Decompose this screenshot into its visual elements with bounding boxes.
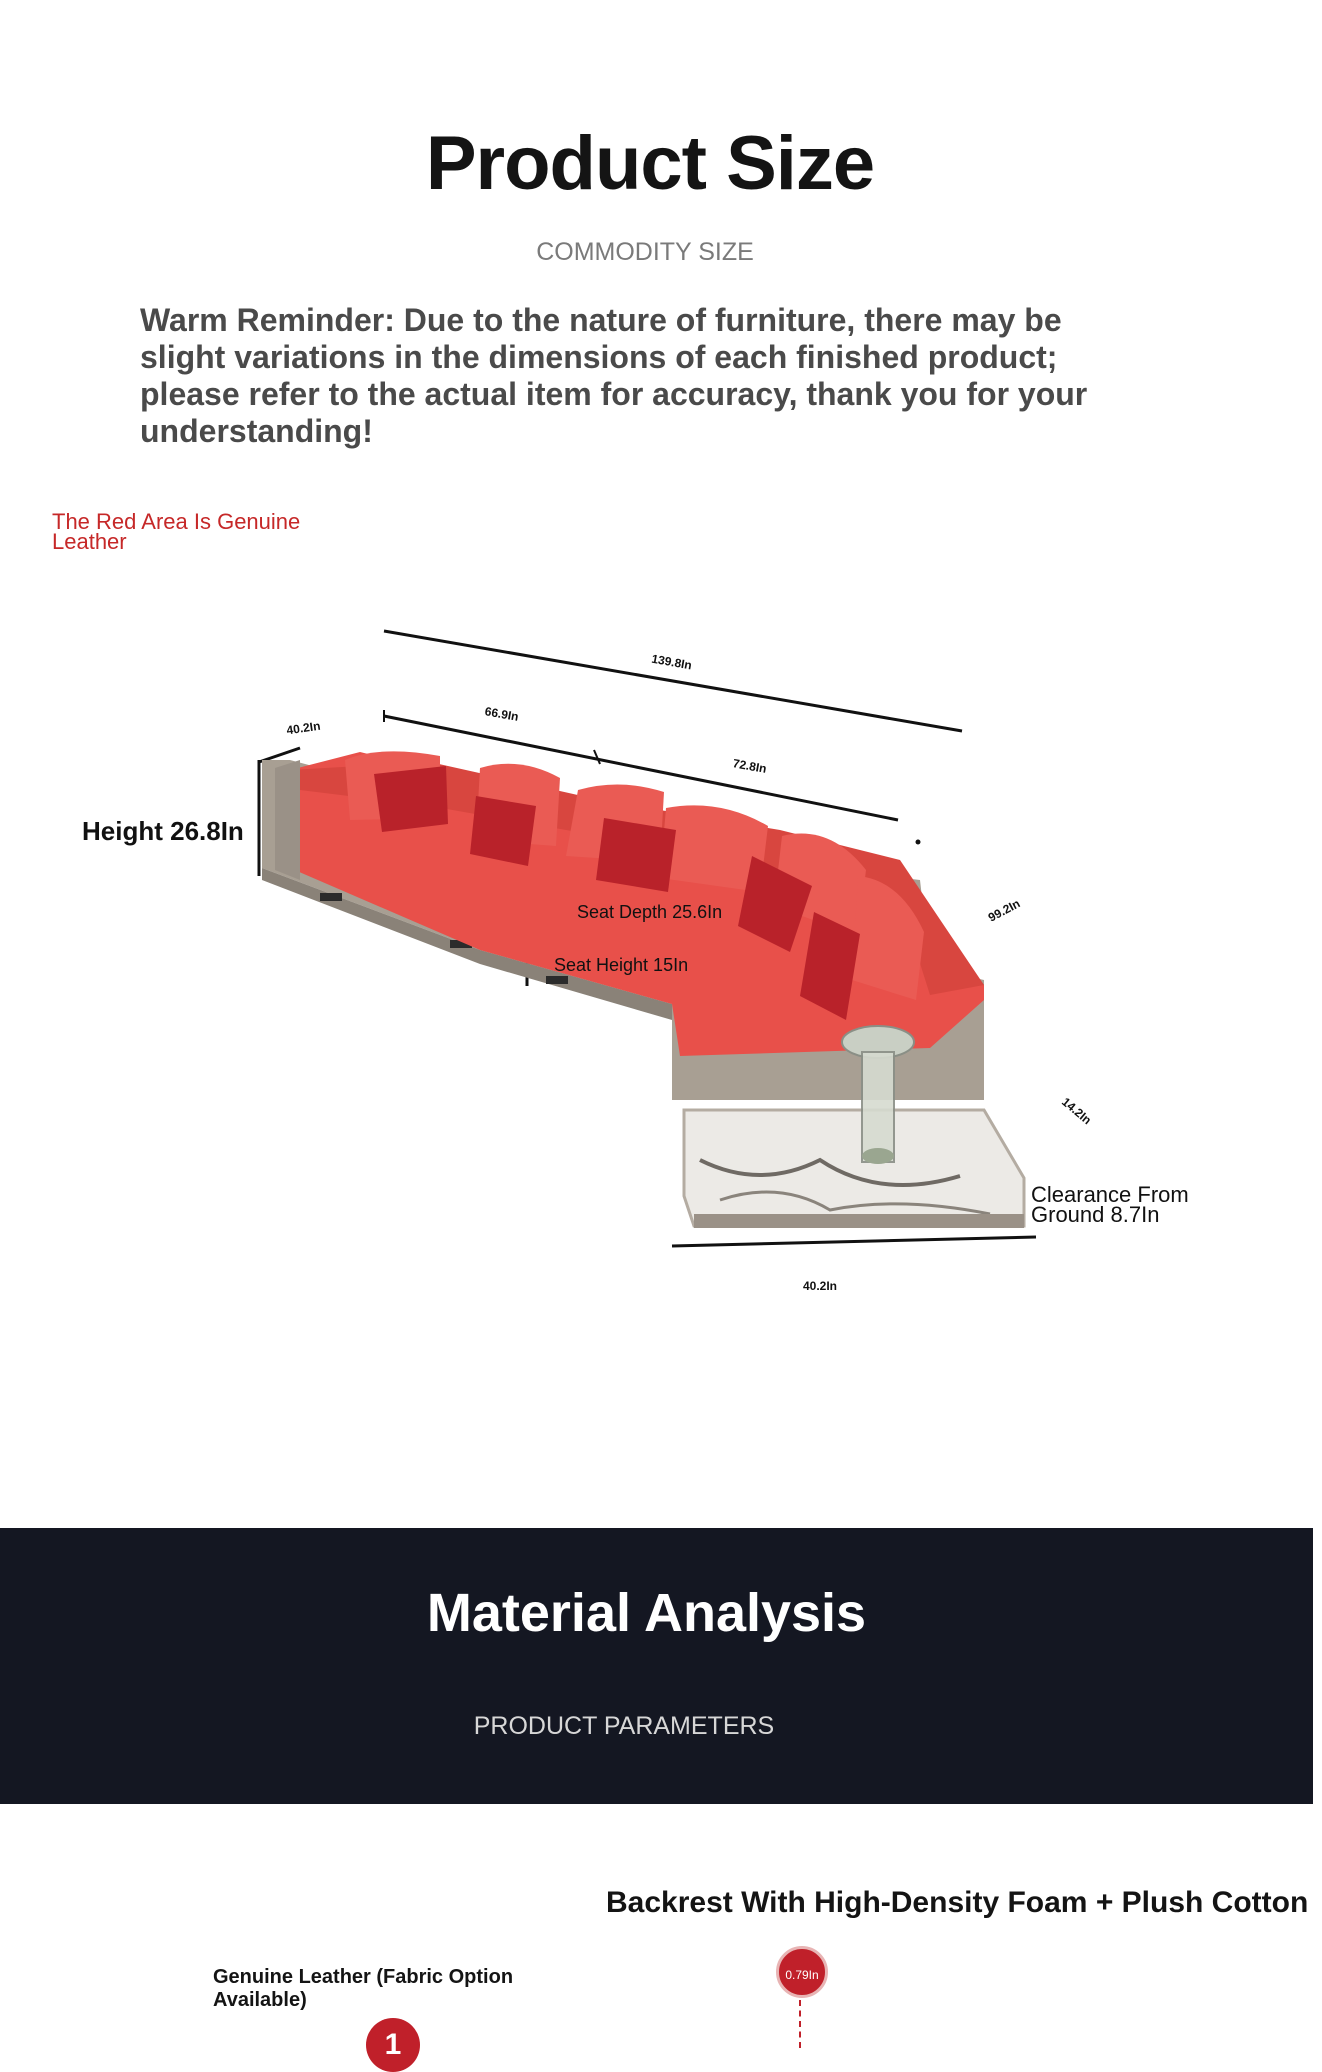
dim-seat-height: Seat Height 15In <box>554 955 689 975</box>
dim-overall-length: 139.8In <box>650 651 693 673</box>
dim-table-depth: 14.2In <box>1059 1094 1095 1128</box>
backrest-material-label: Backrest With High-Density Foam + Plush Cotton <box>606 1886 1309 1919</box>
left-depth-line <box>259 748 300 762</box>
warm-reminder-text: Warm Reminder: Due to the nature of furniture, there may be slight variations in the dimensions of each finished product; please refer to the actual item for accuracy, thank you for your understanding! <box>140 302 1088 449</box>
page-title: Product Size <box>425 121 875 206</box>
dim-seat-depth: Seat Depth 25.6In <box>577 902 723 922</box>
throw-pillow <box>470 796 536 866</box>
material-analysis-subtitle: PRODUCT PARAMETERS <box>473 1712 775 1740</box>
measure-marker-line <box>799 2000 801 2048</box>
page-subtitle: COMMODITY SIZE <box>536 238 754 266</box>
dim-height: Height 26.8In <box>82 816 244 846</box>
leather-material-label: Genuine Leather (Fabric Option Available) <box>213 1966 514 2011</box>
dim-corner-length: 99.2In <box>985 896 1023 925</box>
measure-badge: 0.79In <box>776 1946 828 1998</box>
throw-pillow <box>374 766 448 832</box>
number-badge: 1 <box>366 2018 420 2072</box>
dim-left-section: 66.9In <box>483 704 520 724</box>
table-width-line <box>672 1237 1036 1246</box>
dim-left-depth: 40.2In <box>285 718 322 738</box>
genuine-leather-note: The Red Area Is Genuine Leather <box>52 509 301 554</box>
dim-right-section: 72.8In <box>731 756 768 776</box>
dim-clearance: Clearance From Ground 8.7In <box>1031 1182 1189 1227</box>
overall-length-line <box>384 631 962 731</box>
material-analysis-banner <box>0 1528 1313 1804</box>
dim-table-width: 40.2In <box>802 1279 838 1293</box>
sofa-foot <box>320 893 342 901</box>
throw-pillow <box>596 818 676 892</box>
marble-side-table <box>684 1110 1024 1226</box>
sofa-foot <box>546 976 568 984</box>
section-divider-tick <box>594 750 600 764</box>
material-analysis-title: Material Analysis <box>426 1583 867 1643</box>
